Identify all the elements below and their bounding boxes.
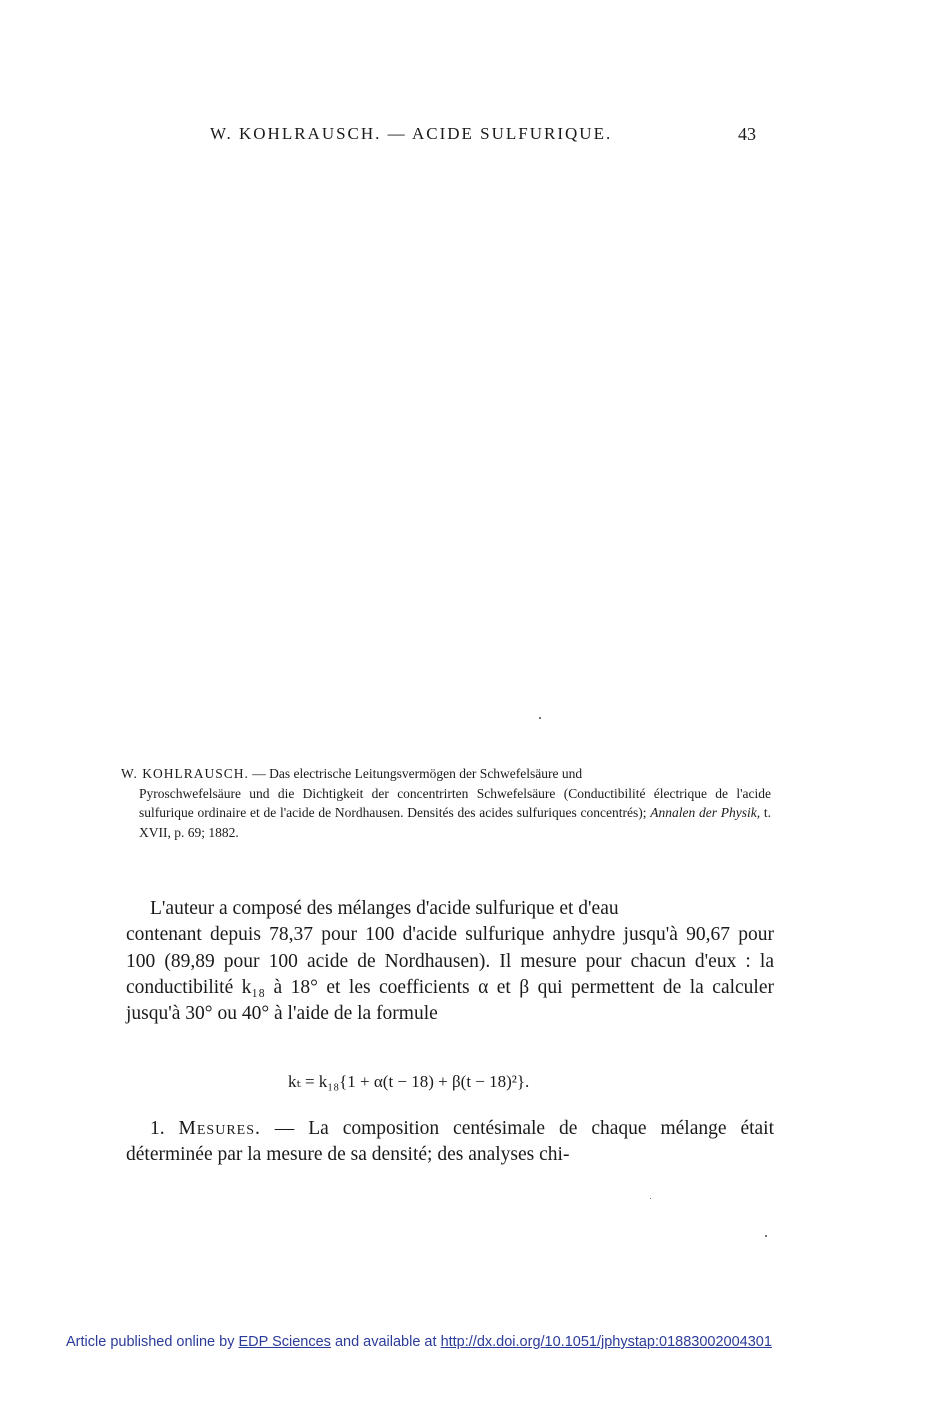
paragraph-intro: [126, 896, 774, 1027]
paragraph-intro-line1: L'auteur a composé des mélanges d'acide sulfurique et d'eau: [150, 898, 619, 919]
speck-mark: [765, 1235, 767, 1237]
section-number: 1.: [150, 1118, 165, 1139]
reference-journal: Annalen der Physik,: [650, 805, 761, 820]
formula: kₜ = k₁₈{1 + α(t − 18) + β(t − 18)²}.: [288, 1072, 530, 1091]
speck-mark: [650, 1198, 651, 1199]
paragraph-mesures: [126, 1116, 774, 1169]
paragraph-intro-rest: contenant depuis 78,37 pour 100 d'acide sulfurique anhydre jusqu'à 90,67 pour 100 (89,89 pour 100 acide de Nordhausen). Il mesure pour chacun d'eux : la conductibilité k₁₈ à 18° et les coefficients α et β qui permettent de la calculer jusqu'à 30° ou 40° à l'aide de la formule: [126, 924, 774, 1025]
footer-prefix: Article published online by: [66, 1334, 239, 1350]
running-head: W. KOHLRAUSCH. — ACIDE SULFURIQUE.: [210, 124, 613, 143]
reference-title-line1: — Das electrische Leitungsvermögen der Schwefelsäure und: [248, 766, 583, 781]
doi-link[interactable]: http://dx.doi.org/10.1051/jphystap:01883002004301: [440, 1334, 772, 1350]
footer-middle: and available at: [330, 1334, 441, 1350]
reference-author: W. KOHLRAUSCH.: [121, 766, 249, 781]
section-text: — La composition centésimale de chaque mélange était déterminée par la mesure de sa densité; des analyses chi-: [126, 1118, 775, 1166]
section-heading: Mesures.: [178, 1118, 261, 1139]
reference-volume-pages: t. XVII, p. 69; 1882.: [139, 805, 771, 840]
speck-mark: [539, 717, 541, 719]
publisher-link[interactable]: EDP Sciences: [238, 1334, 331, 1350]
publication-footer: [66, 1334, 866, 1350]
bibliographic-reference: [121, 764, 771, 842]
reference-title-rest: Pyroschwefelsäure und die Dichtigkeit der concentrirten Schwefelsäure (Conductibilité électrique de l'acide sulfurique ordinaire et de l'acide de Nordhausen. Densités des acides sulfuriques concentrés);: [139, 785, 771, 820]
page-number: 43: [738, 124, 756, 144]
